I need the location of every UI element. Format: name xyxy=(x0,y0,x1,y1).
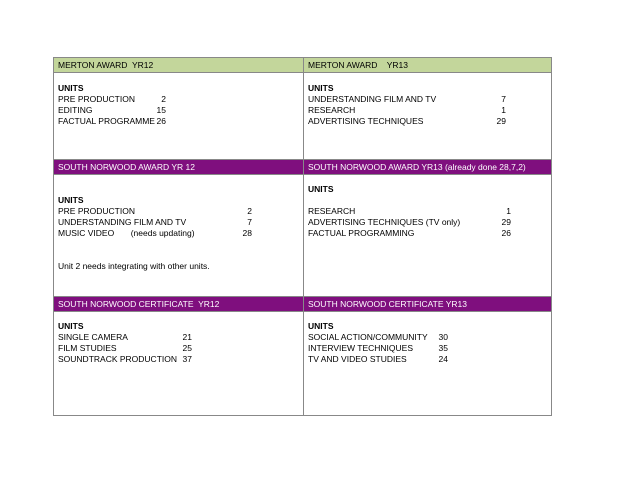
unit-name: FACTUAL PROGRAMME xyxy=(58,116,155,126)
south-norwood-award-yr13-header: SOUTH NORWOOD AWARD YR13 (already done 28,7,2) xyxy=(304,160,551,174)
row-divider xyxy=(54,311,551,312)
unit-number: 1 xyxy=(501,105,506,115)
south-norwood-certificate-yr13-header: SOUTH NORWOOD CERTIFICATE YR13 xyxy=(304,297,551,311)
unit-name: SOUNDTRACK PRODUCTION xyxy=(58,354,178,364)
awards-table xyxy=(53,57,552,416)
unit-number: 24 xyxy=(438,354,448,364)
unit-number: 25 xyxy=(182,343,192,353)
unit-name: SOCIAL ACTION/COMMUNITY xyxy=(308,332,428,342)
units-label: UNITS xyxy=(308,83,334,93)
row-divider xyxy=(54,174,551,175)
unit-number: 1 xyxy=(506,206,511,216)
unit-name: ADVERTISING TECHNIQUES xyxy=(308,116,424,126)
unit-number: 26 xyxy=(156,116,166,126)
unit-number: 35 xyxy=(438,343,448,353)
unit-name: ADVERTISING TECHNIQUES (TV only) xyxy=(308,217,461,227)
unit-name: RESEARCH xyxy=(308,206,356,216)
units-label: UNITS xyxy=(308,184,334,194)
unit-number: 7 xyxy=(501,94,506,104)
merton-award-yr13-header: MERTON AWARD YR13 xyxy=(304,58,551,72)
unit-name: UNDERSTANDING FILM AND TV xyxy=(308,94,437,104)
unit-name: FILM STUDIES xyxy=(58,343,117,353)
unit-number: 2 xyxy=(161,94,166,104)
unit-number: 15 xyxy=(156,105,166,115)
unit-name: UNDERSTANDING FILM AND TV xyxy=(58,217,187,227)
unit-number: 28 xyxy=(242,228,252,238)
unit-number: 30 xyxy=(438,332,448,342)
unit-name: SINGLE CAMERA xyxy=(58,332,128,342)
unit-number: 37 xyxy=(182,354,192,364)
units-label: UNITS xyxy=(308,321,334,331)
unit-number: 7 xyxy=(247,217,252,227)
unit-number: 29 xyxy=(496,116,506,126)
south-norwood-certificate-yr12-header: SOUTH NORWOOD CERTIFICATE YR12 xyxy=(54,297,303,311)
unit-name: FACTUAL PROGRAMMING xyxy=(308,228,415,238)
row-divider xyxy=(54,72,551,73)
unit-name: INTERVIEW TECHNIQUES xyxy=(308,343,414,353)
unit-name: TV AND VIDEO STUDIES xyxy=(308,354,407,364)
south-norwood-award-yr12-header: SOUTH NORWOOD AWARD YR 12 xyxy=(54,160,303,174)
unit-number: 21 xyxy=(182,332,192,342)
unit-name: RESEARCH xyxy=(308,105,356,115)
unit-name: EDITING xyxy=(58,105,93,115)
column-divider xyxy=(303,58,304,415)
units-label: UNITS xyxy=(58,83,84,93)
unit-number: 26 xyxy=(501,228,511,238)
unit-number: 29 xyxy=(501,217,511,227)
merton-award-yr12-header: MERTON AWARD YR12 xyxy=(54,58,303,72)
unit-name: PRE PRODUCTION xyxy=(58,206,135,216)
unit-number: 2 xyxy=(247,206,252,216)
units-label: UNITS xyxy=(58,321,84,331)
unit-name: PRE PRODUCTION xyxy=(58,94,135,104)
note-text: Unit 2 needs integrating with other units. xyxy=(58,261,210,271)
units-label: UNITS xyxy=(58,195,84,205)
unit-name: MUSIC VIDEO (needs updating) xyxy=(58,228,195,238)
